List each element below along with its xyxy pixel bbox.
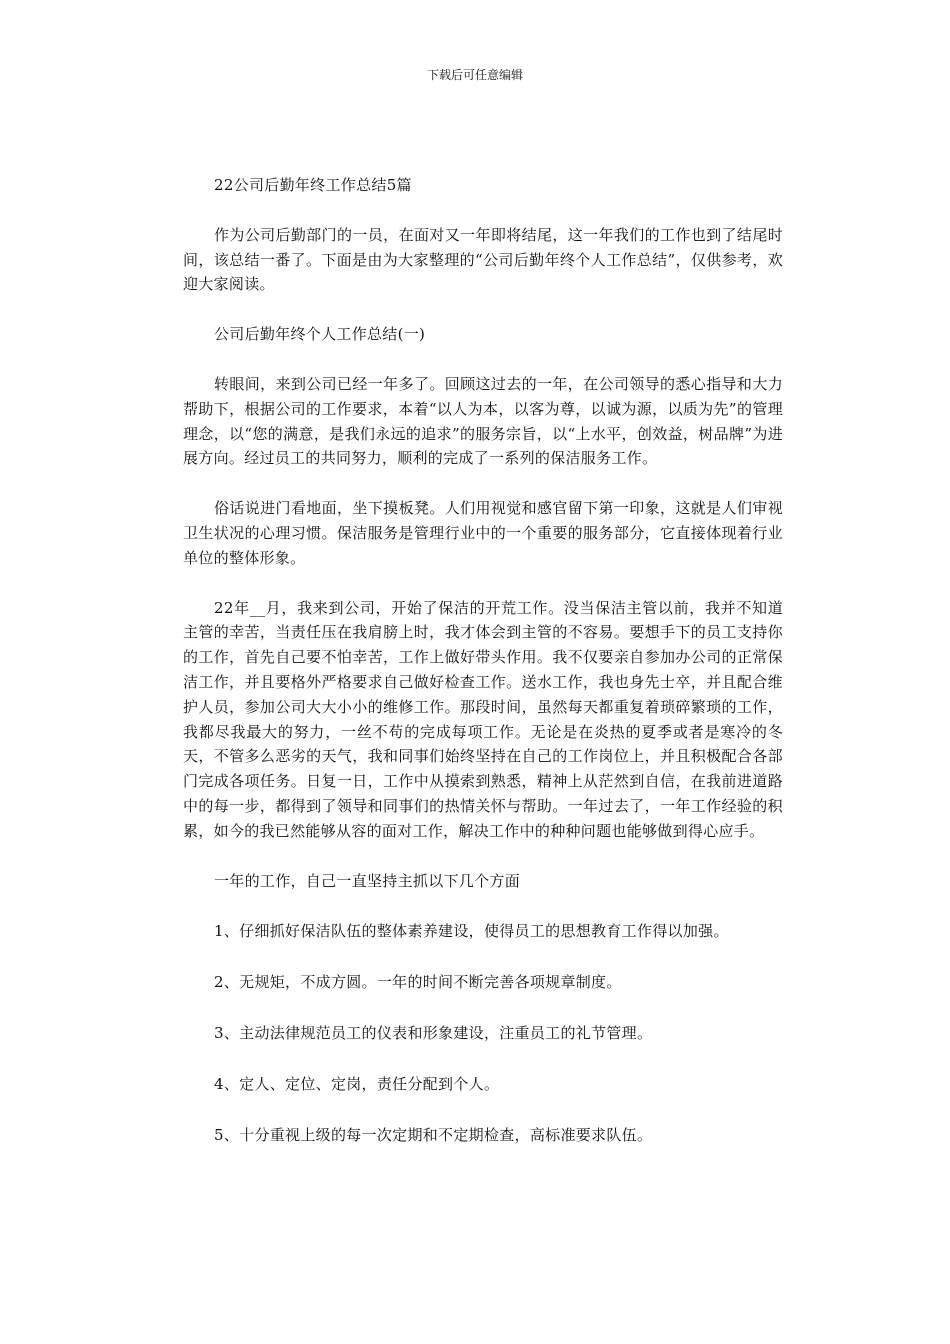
- document-title: 22公司后勤年终工作总结5篇: [214, 176, 412, 194]
- list-item: 5、十分重视上级的每一次定期和不定期检查，高标准要求队伍。: [214, 1125, 653, 1144]
- intro-paragraph: 作为公司后勤部门的一员，在面对又一年即将结尾，这一年我们的工作也到了结尾时间，该总结一番了。下面是由为大家整理的“公司后勤年终个人工作总结”，仅供参考，欢迎大家阅读。: [183, 225, 783, 294]
- body-paragraph: 转眼间，来到公司已经一年多了。回顾这过去的一年，在公司领导的悉心指导和大力帮助下，根据公司的工作要求，本着“以人为本，以客为尊，以诚为源，以质为先”的管理理念，以“您的满意，是我们永远的追求”的服务宗旨，以“上水平，创效益，树品牌”为进展方向。经过员工的共同努力，顺利的完成了一系列的保洁服务工作。: [183, 374, 783, 468]
- section-heading: 公司后勤年终个人工作总结(一): [214, 325, 426, 344]
- header-note: 下载后可任意编辑: [426, 68, 523, 82]
- list-intro: 一年的工作，自己一直坚持主抓以下几个方面: [214, 871, 521, 890]
- body-paragraph: 俗话说进门看地面，坐下摸板凳。人们用视觉和感官留下第一印象，这就是人们审视卫生状况的心理习惯。保洁服务是管理行业中的一个重要的服务部分，它直接体现着行业单位的整体形象。: [183, 499, 783, 567]
- list-item: 3、主动法律规范员工的仪表和形象建设，注重员工的礼节管理。: [214, 1023, 653, 1042]
- list-item: 4、定人、定位、定岗，责任分配到个人。: [214, 1074, 500, 1093]
- body-paragraph: 22年__月，我来到公司，开始了保洁的开荒工作。没当保洁主管以前，我并不知道主管的幸苦，当责任压在我肩膀上时，我才体会到主管的不容易。要想手下的员工支持你的工作，首先自己要不怕幸苦，工作上做好带头作用。我不仅要亲自参加办公司的正常保洁工作，并且要格外严格要求自己做好检查工作。送水工作，我也身先士卒，并且配合维护人员，参加公司大大小小的维修工作。那段时间，虽然每天都重复着琐碎繁琐的工作，我都尽我最大的努力，一丝不苟的完成每项工作。无论是在炎热的夏季或者是寒冷的冬天，不管多么恶劣的天气，我和同事们始终坚持在自己的工作岗位上，并且积极配合各部门完成各项任务。日复一日，工作中从摸索到熟悉，精神上从茫然到自信，在我前进道路中的每一步，都得到了领导和同事们的热情关怀与帮助。一年过去了，一年工作经验的积累，如今的我已然能够从容的面对工作，解决工作中的种种问题也能够做到得心应手。: [183, 598, 783, 840]
- document-body: [183, 173, 783, 1173]
- list-item: 1、仔细抓好保洁队伍的整体素养建设，使得员工的思想教育工作得以加强。: [214, 922, 729, 941]
- list-item: 2、无规矩，不成方圆。一年的时间不断完善各项规章制度。: [214, 973, 622, 992]
